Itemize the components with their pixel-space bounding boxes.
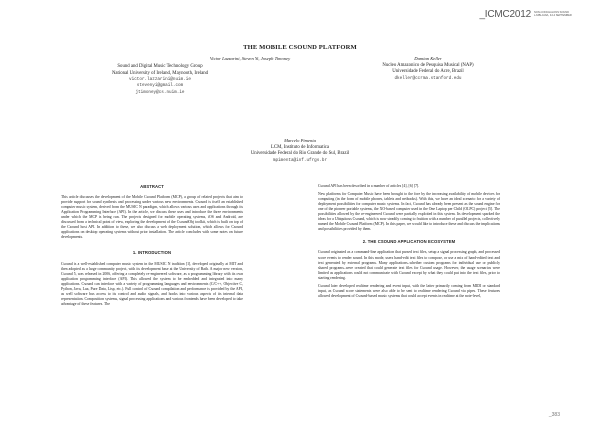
affiliation-line: Universidade Federal do Acre, Brazil <box>392 69 464 75</box>
affiliation-line: Sound and Digital Music Technology Group <box>117 64 203 69</box>
author-line: Victor Lazzarini, Steven Yi, Joseph Timoney <box>209 56 291 61</box>
affiliation-ufrgs <box>190 138 410 164</box>
email[interactable]: mpimenta@inf.ufrgs.br <box>272 157 328 163</box>
email[interactable]: jtimoney@cs.nuim.ie <box>135 89 185 95</box>
right-column <box>318 184 500 302</box>
email[interactable]: victor.lazzarini@nuim.ie <box>129 77 191 83</box>
author-name: Marcelo Pimenta <box>284 138 316 143</box>
email[interactable]: stevenyi@gmail.com <box>136 83 184 89</box>
author-name: Damian Keller <box>414 56 442 61</box>
introduction-text: Csound is a well-established computer music system in the MUSIC N tradition [1], developed originally at MIT and then adopted as a large community project, with its development base at the University of Bath. A major new version, Csound 5, was released in 2006, offering a completely re-engineered software, as a programming library with its own application programming interface (API). This allowed the system to be embedded and integrated into many applications. Csound can interface with a variety of programming languages and environments (C/C++, Objective C, Python, Java, Lua, Pure Data, Lisp, etc.). Full control of Csound compilation and performance is provided by the API, as well software bus access to its control and audio signals, and hooks into various aspects of its internal data representation. Composition systems, signal processing applications and various frontends have been developed to take advantage of these features. The <box>61 261 243 306</box>
affiliation-line: Nucleo Amazonico de Pesquisa Musical (NAP) <box>382 62 474 68</box>
abstract-text: This article discusses the development of the Mobile Csound Platform (MCP), a group of related projects that aim to provide support for sound synthesis and processing under various new environments. Csound is itself an established computer music system, derived from the MUSIC N paradigm, which allows various uses and applications through its Application Programming Interface (API). In the article, we discuss these uses and introduce the three environments under which the MCP is being run. The projects designed for mobile operating systems, iOS and Android, are discussed from a technical point of view, exploring the development of the CsoundObj toolkit, which is built on top of the Csound host API. In addition to these, we also discuss a web deployment solution, which allows for Csound applications on desktop operating systems without prior installation. The article concludes with some notes on future developments. <box>61 195 243 240</box>
affiliation-maynooth <box>60 64 260 96</box>
conference-logo: _ICMC2012 <box>479 9 531 20</box>
left-column <box>61 184 243 310</box>
paper-title: THE MOBILE CSOUND PLATFORM <box>243 44 357 51</box>
affiliation-acre <box>318 56 538 82</box>
email[interactable]: dkeller@ccrma.stanford.edu <box>394 75 462 81</box>
conference-subtitle: NON-CONCHALONS SOUND LJUBLJANA, 9-14 SEPTEMBER <box>534 11 572 18</box>
body-paragraph: New platforms for Computer Music have been brought to the fore by the increasing availability of mobile devices for computing (in the form of mobile phones, tablets and netbooks). With this, we have an ideal scenario for a variety of deployment possibilities for computer music systems. In fact, Csound has already been present as the sound engine for one of the pioneer portable systems, the XO-based computer used in the One Laptop per Child (OLPC) project [5]. The possibilities allowed by the re-engineered Csound were partially exploited in this system. Its development sparked the ideas for a Ubiquitous Csound, which is now steadily coming to fruition with a number of parallel projects, collectively named the Mobile Csound Platform (MCP). In this paper, we would like to introduce these and discuss the implications and possibilities provided by them. <box>318 192 500 232</box>
body-paragraph: Csound API has been described in a number of articles [4], [6] [7]. <box>318 184 420 188</box>
body-paragraph: Csound later developed realtime rendering and event input, with the latter primarily coming from MIDI or standard input, as Csound score statements were also able to be sent to realtime rendering Csound via pipes. These features allowed development of Csound-based music systems that could accept events in realtime at the note-level, <box>318 283 500 298</box>
abstract-heading: ABSTRACT <box>140 184 164 189</box>
affiliation-line: LCM, Instituto de Informatica <box>270 144 330 150</box>
page-number: _383 <box>548 412 560 418</box>
section-2-heading: 2. THE CSOUND APPLICATION ECOSYSTEM <box>362 239 456 245</box>
body-paragraph: Csound originated as a command-line application that parsed text files, setup a signal processing graph, and processed score events to render sound. In this mode, users hand-edit text files to compose, or use a mix of hand-edited text and text generated by external programs. Many applications–whether custom programs for individual use or publicly shared programs–were created that could generate text files for Csound usage. However, the usage scenarios were limited as applications could not communicate with Csound except by what they could put into the text files, prior to starting rendering. <box>318 250 500 280</box>
affiliation-line: National University of Ireland, Maynooth, Ireland <box>111 70 209 76</box>
introduction-heading: 1. INTRODUCTION <box>132 250 172 256</box>
conference-header <box>479 10 584 20</box>
affiliation-line: Universidade Federal do Rio Grande do Sul, Brazil <box>250 151 350 157</box>
